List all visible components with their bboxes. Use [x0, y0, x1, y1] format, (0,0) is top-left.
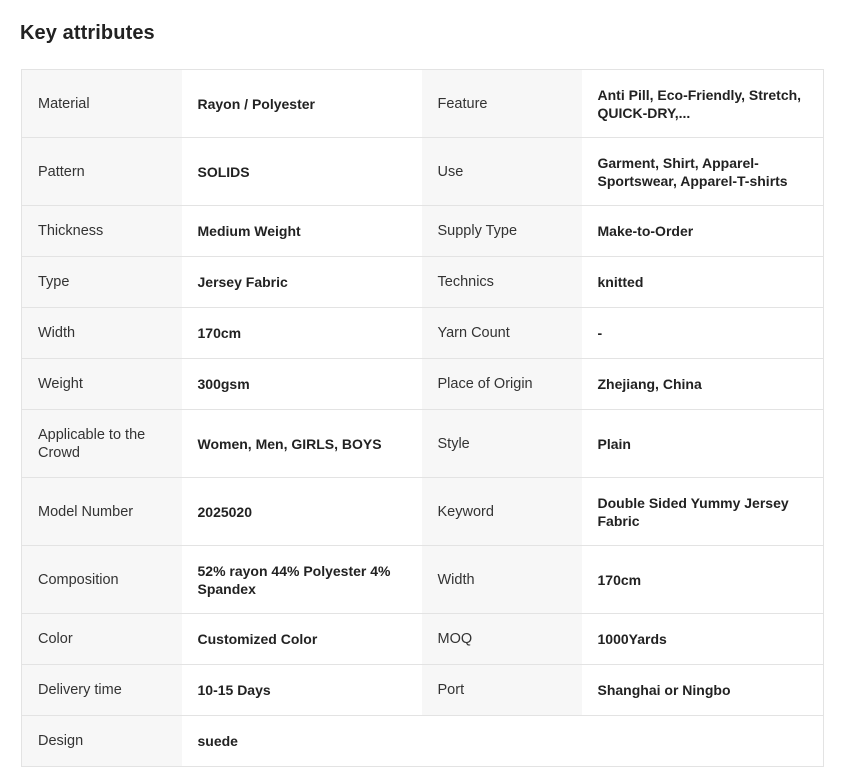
- key-attributes-table: [21, 69, 824, 767]
- attribute-value: Women, Men, GIRLS, BOYS: [182, 410, 422, 478]
- attribute-value: Rayon / Polyester: [182, 70, 422, 138]
- attribute-name: Type: [22, 257, 182, 308]
- attribute-value: 170cm: [182, 308, 422, 359]
- attribute-value: 52% rayon 44% Polyester 4% Spandex: [182, 546, 422, 614]
- attribute-name: Width: [422, 546, 582, 614]
- attribute-value: Anti Pill, Eco-Friendly, Stretch, QUICK-DRY,...: [582, 70, 824, 138]
- attribute-value: Plain: [582, 410, 824, 478]
- attribute-value: 170cm: [582, 546, 824, 614]
- attribute-value: Jersey Fabric: [182, 257, 422, 308]
- attribute-name: Material: [22, 70, 182, 138]
- attribute-name-empty: [422, 716, 582, 767]
- attribute-name: Width: [22, 308, 182, 359]
- attribute-name: Model Number: [22, 478, 182, 546]
- table-row: [22, 308, 824, 359]
- attribute-name: Place of Origin: [422, 359, 582, 410]
- attribute-name: Feature: [422, 70, 582, 138]
- table-row: [22, 359, 824, 410]
- attribute-name: Composition: [22, 546, 182, 614]
- attribute-name: MOQ: [422, 614, 582, 665]
- attribute-name: Pattern: [22, 138, 182, 206]
- attribute-name: Delivery time: [22, 665, 182, 716]
- attribute-value: Double Sided Yummy Jersey Fabric: [582, 478, 824, 546]
- attribute-value: 2025020: [182, 478, 422, 546]
- section-title: Key attributes: [20, 22, 155, 44]
- attribute-name: Use: [422, 138, 582, 206]
- attribute-value: Customized Color: [182, 614, 422, 665]
- attribute-name: Thickness: [22, 206, 182, 257]
- table-row: [22, 478, 824, 546]
- attribute-value: Medium Weight: [182, 206, 422, 257]
- table-row: [22, 614, 824, 665]
- table-row: [22, 70, 824, 138]
- attribute-value: -: [582, 308, 824, 359]
- table-row: [22, 716, 824, 767]
- attribute-value: SOLIDS: [182, 138, 422, 206]
- table-row: [22, 665, 824, 716]
- attribute-value: Zhejiang, China: [582, 359, 824, 410]
- attribute-value: knitted: [582, 257, 824, 308]
- attribute-name: Design: [22, 716, 182, 767]
- attribute-name: Keyword: [422, 478, 582, 546]
- table-row: [22, 257, 824, 308]
- table-row: [22, 138, 824, 206]
- table-row: [22, 546, 824, 614]
- attribute-name: Yarn Count: [422, 308, 582, 359]
- attribute-value: 1000Yards: [582, 614, 824, 665]
- attribute-name: Supply Type: [422, 206, 582, 257]
- attribute-value: 300gsm: [182, 359, 422, 410]
- table-row: [22, 410, 824, 478]
- table-row: [22, 206, 824, 257]
- attribute-name: Port: [422, 665, 582, 716]
- attribute-value: Garment, Shirt, Apparel-Sportswear, Apparel-T-shirts: [582, 138, 824, 206]
- attribute-name: Weight: [22, 359, 182, 410]
- attribute-value: 10-15 Days: [182, 665, 422, 716]
- attribute-value: Shanghai or Ningbo: [582, 665, 824, 716]
- attribute-value-empty: [582, 716, 824, 767]
- attribute-value: Make-to-Order: [582, 206, 824, 257]
- attribute-name: Technics: [422, 257, 582, 308]
- attribute-name: Applicable to the Crowd: [22, 410, 182, 478]
- attribute-value: suede: [182, 716, 422, 767]
- attribute-name: Style: [422, 410, 582, 478]
- attribute-name: Color: [22, 614, 182, 665]
